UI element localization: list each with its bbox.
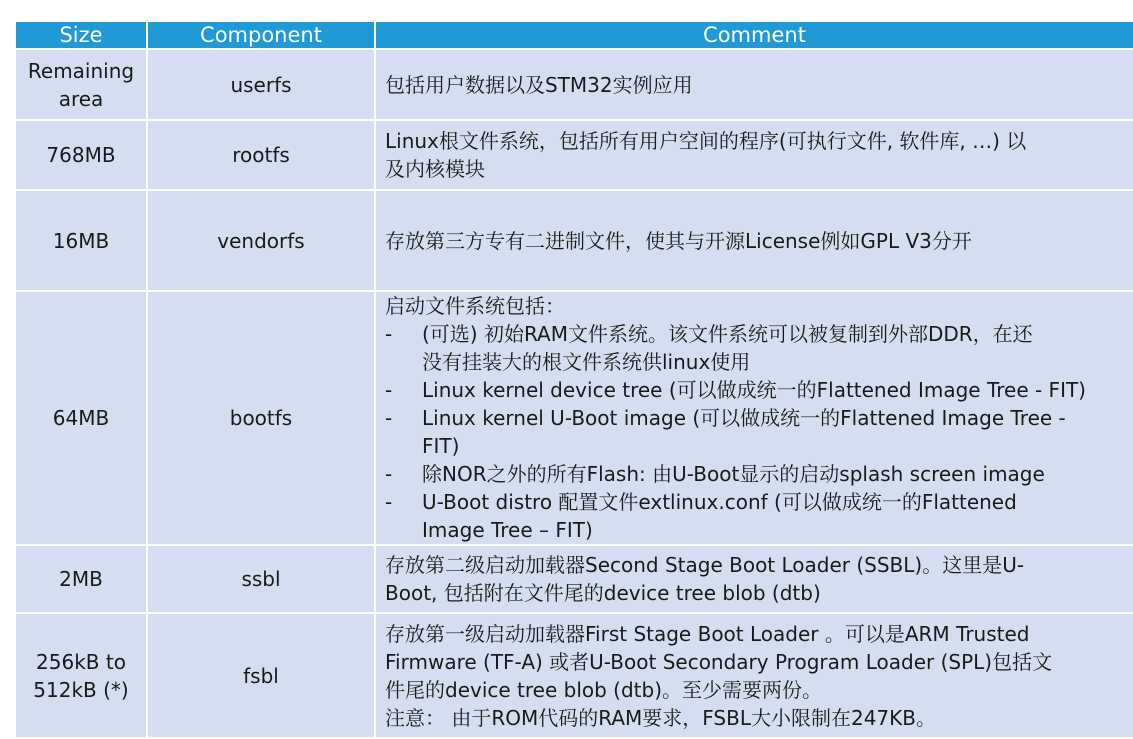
- comment-cell: [375, 190, 1133, 291]
- bullet-line: 除NOR之外的所有Flash: 由U-Boot显示的启动splash screen image: [422, 462, 1045, 486]
- size-line: 512kB (*): [33, 677, 129, 702]
- component-cell: fsbl: [147, 613, 375, 738]
- comment-line: 包括用户数据以及STM32实例应用: [385, 72, 693, 97]
- header-size: Size: [16, 22, 147, 49]
- comment-line: Firmware (TF-A) 或者U-Boot Secondary Program Loader (SPL)包括文: [385, 649, 1053, 674]
- comment-line: 存放第一级启动加载器First Stage Boot Loader 。可以是ARM Trusted: [385, 621, 1030, 646]
- bullet-line: Linux kernel U-Boot image (可以做成统一的Flattened Image Tree -: [422, 406, 1066, 430]
- comment-line: 存放第三方专有二进制文件，使其与开源License例如GPL V3分开: [385, 228, 972, 253]
- bullet-line: U-Boot distro 配置文件extlinux.conf (可以做成统一的Flattened: [422, 490, 1017, 514]
- comment-cell: [375, 545, 1133, 613]
- size-cell: 16MB: [16, 190, 147, 291]
- header-row: [16, 22, 1133, 49]
- comment-cell: [375, 120, 1133, 190]
- comment-line: 及内核模块: [385, 157, 485, 181]
- table-row: [16, 613, 1133, 738]
- component-cell: vendorfs: [147, 190, 375, 291]
- table-row: [16, 120, 1133, 190]
- comment-intro: 启动文件系统包括：: [385, 294, 565, 318]
- bullet-text: [422, 320, 1033, 376]
- bullet-item: [385, 376, 1133, 404]
- size-cell: [16, 49, 147, 120]
- size-line: 256kB to: [36, 649, 126, 674]
- table-row: [16, 49, 1133, 120]
- comment-line: 件尾的device tree blob (dtb)。至少需要两份。: [385, 677, 823, 702]
- header-component: Component: [147, 22, 375, 49]
- comment-cell: [375, 49, 1133, 120]
- size-cell: [16, 613, 147, 738]
- comment-line: 注意： 由于ROM代码的RAM要求，FSBL大小限制在247KB。: [385, 705, 936, 730]
- comment-cell: [375, 613, 1133, 738]
- bullet-item: [385, 460, 1133, 488]
- bullet-item: [385, 404, 1133, 460]
- bullet-line: Image Tree – FIT): [422, 518, 593, 542]
- comment-line: Boot, 包括附在文件尾的device tree blob (dtb): [385, 581, 821, 605]
- component-cell: bootfs: [147, 291, 375, 545]
- component-cell: ssbl: [147, 545, 375, 613]
- size-cell: 2MB: [16, 545, 147, 613]
- header-comment: Comment: [375, 22, 1133, 49]
- bullet-text: [422, 460, 1045, 488]
- comment-line: Linux根文件系统，包括所有用户空间的程序(可执行文件, 软件库, …) 以: [385, 129, 1027, 153]
- bullet-dash: -: [385, 378, 393, 402]
- bullet-text: [422, 404, 1066, 460]
- bullet-item: [385, 320, 1133, 376]
- bullet-dash: -: [385, 490, 393, 514]
- table-row: [16, 190, 1133, 291]
- comment-cell: [375, 291, 1133, 545]
- size-text: Remaining area: [27, 58, 135, 111]
- bullet-text: [422, 376, 1086, 404]
- bullet-line: Linux kernel device tree (可以做成统一的Flattened Image Tree - FIT): [422, 378, 1086, 402]
- bullet-dash: -: [385, 322, 393, 346]
- table-row: [16, 545, 1133, 613]
- component-cell: rootfs: [147, 120, 375, 190]
- bullet-dash: -: [385, 406, 393, 430]
- table-row: [16, 291, 1133, 545]
- bullet-item: [385, 488, 1133, 544]
- size-cell: 64MB: [16, 291, 147, 545]
- size-cell: 768MB: [16, 120, 147, 190]
- partition-table: [16, 22, 1133, 739]
- bullet-line: FIT): [422, 434, 460, 458]
- bullet-line: 没有挂装大的根文件系统供linux使用: [422, 350, 751, 374]
- bullet-dash: -: [385, 462, 393, 486]
- component-cell: userfs: [147, 49, 375, 120]
- bullet-text: [422, 488, 1017, 544]
- bullet-line: (可选) 初始RAM文件系统。该文件系统可以被复制到外部DDR，在还: [422, 322, 1033, 346]
- comment-line: 存放第二级启动加载器Second Stage Boot Loader (SSBL)。这里是U-: [385, 553, 1025, 577]
